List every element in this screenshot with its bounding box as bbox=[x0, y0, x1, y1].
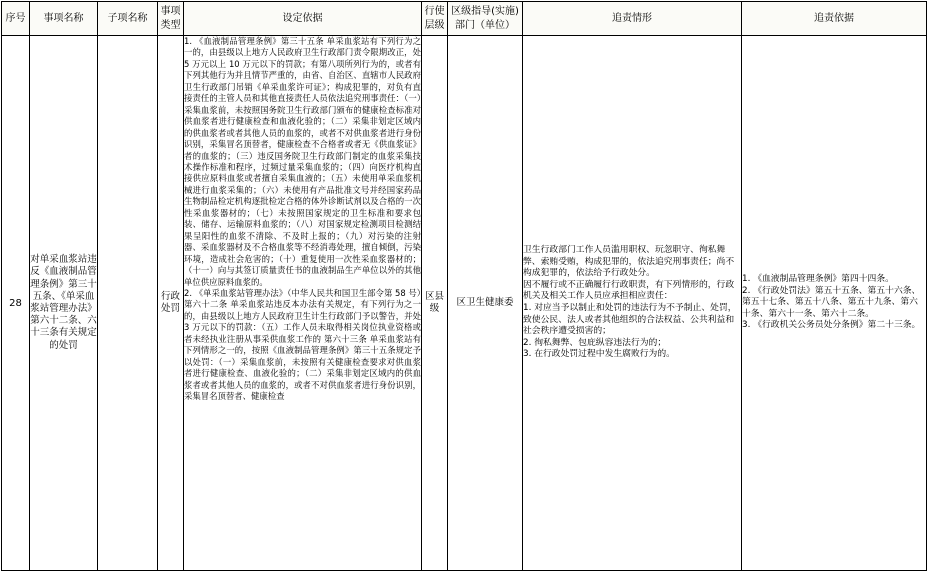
liability-basis-2: 2. 《行政处罚法》第五十五条、第五十六条、第五十七条、第五十八条、第五十九条、第六十条、第六十一条、第六十二条。 bbox=[742, 285, 921, 319]
header-basis: 设定依据 bbox=[184, 2, 422, 36]
responsibility-table bbox=[1, 1, 927, 571]
liability-item-2: 2. 徇私舞弊、包庇纵容违法行为的； bbox=[523, 337, 667, 348]
liability-intro-2: 因不履行或不正确履行行政职责，有下列情形的，行政机关及相关工作人员应承担相应责任： bbox=[523, 279, 735, 302]
header-level: 行使层级 bbox=[422, 2, 448, 36]
header-dept: 区级指导(实施)部门（单位） bbox=[448, 2, 523, 36]
liability-item-3: 3. 在行政处罚过程中发生腐败行为的。 bbox=[523, 349, 675, 360]
basis-paragraph-2: 2. 《单采血浆站管理办法》（中华人民共和国卫生部令第 58 号）第六十二条 单采血浆站违反本办法有关规定，有下列行为之一的，由县级以上地方人民政府卫生计生行政部门予以警告，并处 3 万元以下的罚款：（五）工作人员未取得相关岗位执业资格或者未经执业注册从事采供血浆工作的 第六十三条 单采血浆站有下列情形之一的，按照《血液制品管理条例》第三十五条规定予以处罚：（一）采集血浆前，未按照有关健康检查要求对供血浆者进行健康检查、血液化验的；（二）采集非划定区域内的供血浆者或者其他人员的血浆的，或者不对供血浆者进行身份识别，采集冒名顶替者、健康检查 bbox=[184, 287, 421, 402]
liability-basis-3: 3. 《行政机关公务员处分条例》第二十三条。 bbox=[742, 320, 921, 331]
table-header bbox=[2, 2, 927, 36]
row-seq: 28 bbox=[2, 36, 30, 571]
liability-intro: 卫生行政部门工作人员滥用职权、玩忽职守、徇私舞弊、索贿受贿，构成犯罪的，依法追究刑事责任；尚不构成犯罪的，依法给予行政处分。 bbox=[523, 245, 735, 279]
table-row bbox=[2, 36, 927, 571]
row-liability bbox=[523, 36, 742, 571]
header-seq: 序号 bbox=[2, 2, 30, 36]
row-item-name: 对单采血浆站违反《血液制品管理条例》第三十五条、《单采血浆站管理办法》第六十二条、六十三条有关规定的处罚 bbox=[30, 36, 98, 571]
basis-paragraph-1: 1. 《血液制品管理条例》第三十五条 单采血浆站有下列行为之一的，由县级以上地方人民政府卫生行政部门责令限期改正，处 5 万元以上 10 万元以下的罚款；有第八项所列行为的，或者有下列其他行为并且情节严重的，由省、自治区、直辖市人民政府卫生行政部门吊销《单采血浆许可证》；构成犯罪的，对负有直接责任的主管人员和其他直接责任人员依法追究刑事责任：（一）采集血浆前，未按照国务院卫生行政部门颁布的健康检查标准对供血浆者进行健康检查和血液化验的；（二）采集非划定区域内的供血浆者或者其他人员的血浆的，或者不对供血浆者进行身份识别，采集冒名顶替者，健康检查不合格者或者无《供血浆证》者的血浆的；（三）违反国务院卫生行政部门制定的血浆采集技术操作标准和程序，过频过量采集血浆的；（四）向医疗机构直接供应原料血浆或者擅自采集血液的；（五）未使用单采血浆机械进行血浆采集的；（六）未使用有产品批准文号并经国家药品生物制品检定机构逐批检定合格的体外诊断试剂以及合格的一次性采血浆器材的；（七）未按照国家规定的卫生标准和要求包装、储存、运输原料血浆的；（八）对国家规定检测项目检测结果呈阳性的血浆不清除、不及时上报的；（九）对污染的注射器、采血浆器材及不合格血浆等不经消毒处理，擅自倾倒，污染环境，造成社会危害的；（十）重复使用一次性采血浆器材的；（十一）向与其签订质量责任书的血液制品生产单位以外的其他单位供应原料血浆的。 bbox=[184, 36, 421, 287]
header-item-type: 事项类型 bbox=[158, 2, 184, 36]
header-liability: 追责情形 bbox=[523, 2, 742, 36]
row-liability-basis bbox=[742, 36, 927, 571]
header-sub-item-name: 子项名称 bbox=[98, 2, 158, 36]
header-item-name: 事项名称 bbox=[30, 2, 98, 36]
header-liability-basis: 追责依据 bbox=[742, 2, 927, 36]
row-dept: 区卫生健康委 bbox=[448, 36, 523, 571]
row-level: 区县级 bbox=[422, 36, 448, 571]
row-basis bbox=[184, 36, 422, 571]
liability-basis-1: 1. 《血液制品管理条例》第四十四条。 bbox=[742, 274, 894, 285]
liability-item-1: 1. 对应当予以制止和处罚的违法行为不予制止、处罚，致使公民、法人或者其他组织的合法权益、公共利益和社会秩序遭受损害的； bbox=[523, 303, 737, 337]
row-sub-item-name bbox=[98, 36, 158, 571]
row-item-type: 行政处罚 bbox=[158, 36, 184, 571]
